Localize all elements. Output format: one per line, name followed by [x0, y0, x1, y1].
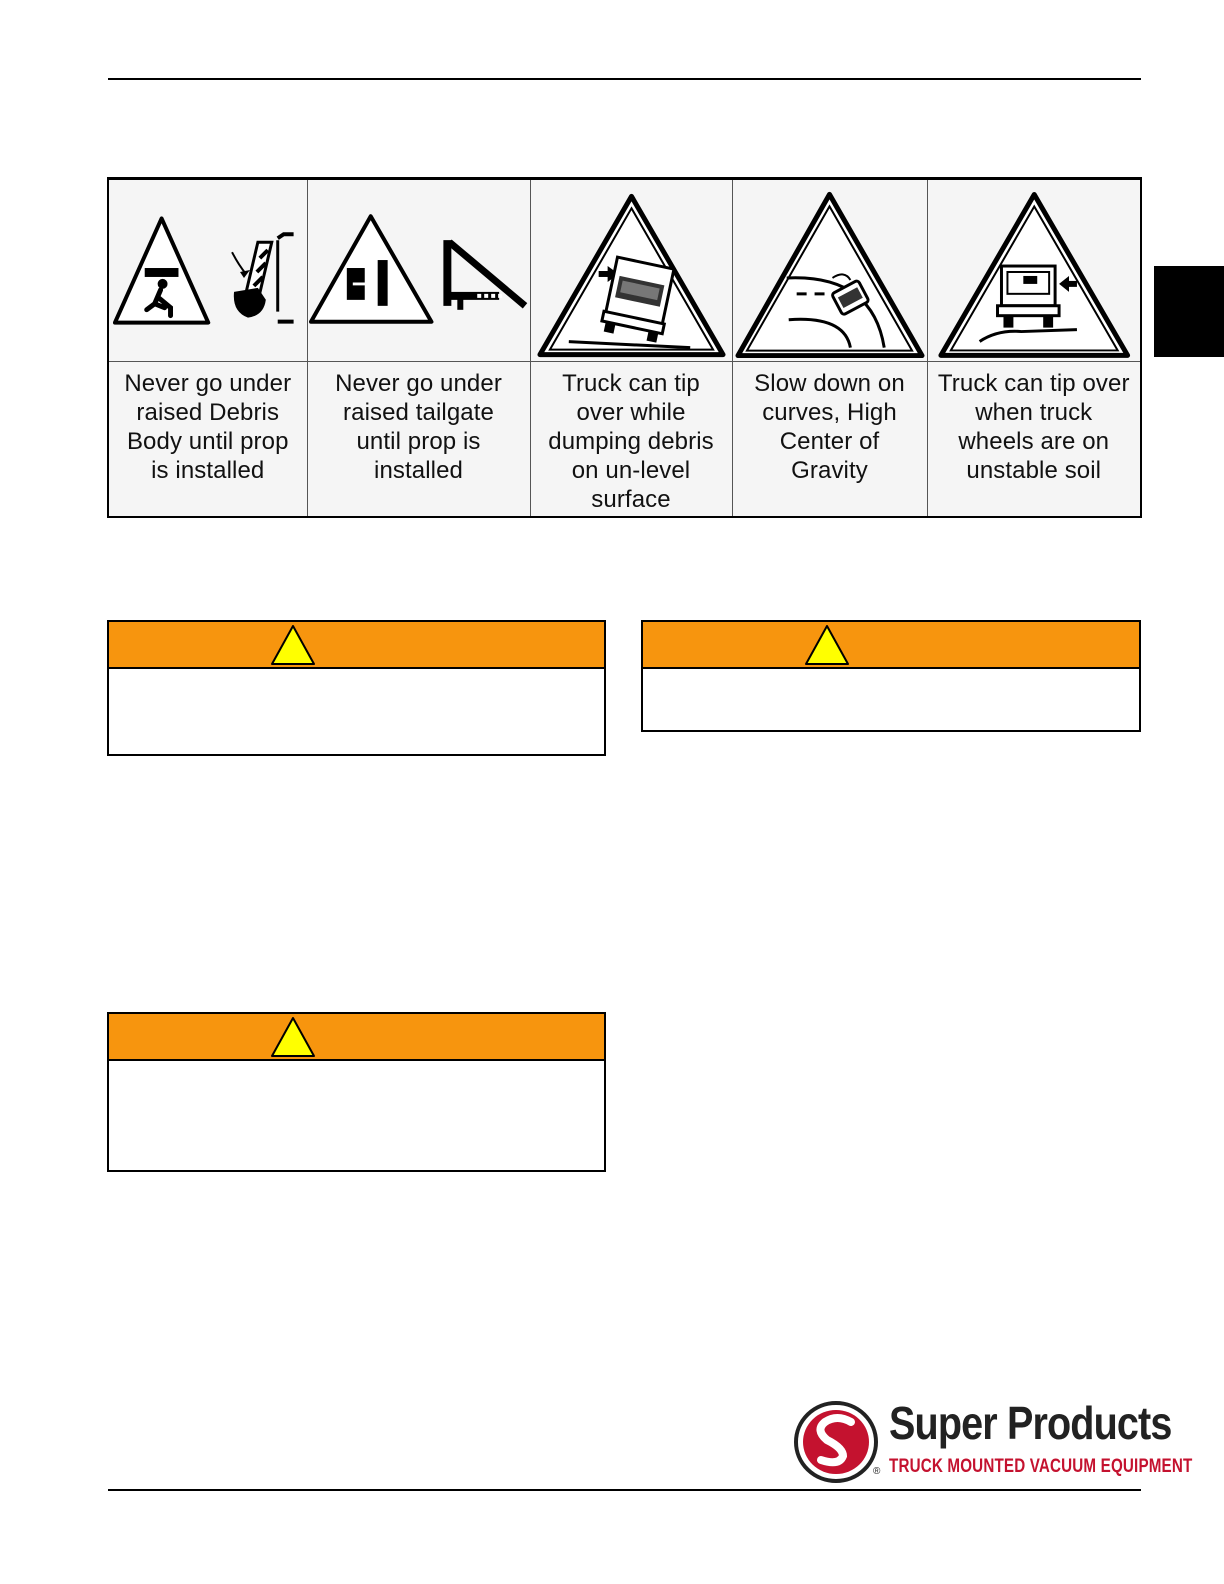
- truck-tip-soil-icon: [928, 180, 1141, 361]
- alert-triangle-icon: [269, 623, 317, 667]
- warning-box: [641, 620, 1141, 732]
- brand-name: Super Products: [889, 1397, 1172, 1449]
- hazard-caption-4: Slow down on curves, High Center of Gravity: [732, 362, 927, 518]
- hazard-pictogram-table: [107, 177, 1142, 518]
- brand-tagline: TRUCK MOUNTED VACUUM EQUIPMENT: [889, 1456, 1193, 1477]
- alert-triangle-icon: [269, 1015, 317, 1059]
- truck-curve-rollover-icon: [733, 180, 927, 361]
- hazard-caption-1: Never go under raised Debris Body until prop is installed: [108, 362, 307, 518]
- crush-tailgate-icon: [308, 180, 530, 361]
- hazard-caption-2: Never go under raised tailgate until prop is installed: [307, 362, 530, 518]
- hazard-caption-3: Truck can tip over while dumping debris on un-level surface: [530, 362, 732, 518]
- hazard-cell-4: [732, 179, 927, 362]
- header-rule: [108, 78, 1141, 80]
- alert-triangle-icon: [803, 623, 851, 667]
- hazard-cell-5: [927, 179, 1141, 362]
- truck-tip-dump-icon: [531, 180, 732, 361]
- warning-box: [107, 1012, 606, 1172]
- registered-mark: ®: [873, 1466, 881, 1477]
- warning-header: [643, 622, 1139, 669]
- section-tab: [1154, 266, 1224, 357]
- warning-header: [109, 622, 604, 669]
- super-products-logo: [793, 1397, 1193, 1485]
- hazard-cell-2: [307, 179, 530, 362]
- footer-rule: [108, 1489, 1141, 1491]
- hazard-cell-3: [530, 179, 732, 362]
- crush-under-body-icon: [109, 180, 307, 361]
- hazard-caption-5: Truck can tip over when truck wheels are on unstable soil: [927, 362, 1141, 518]
- super-products-s-emblem-icon: [793, 1400, 879, 1484]
- hazard-cell-1: [108, 179, 307, 362]
- warning-header: [109, 1014, 604, 1061]
- warning-box: [107, 620, 606, 756]
